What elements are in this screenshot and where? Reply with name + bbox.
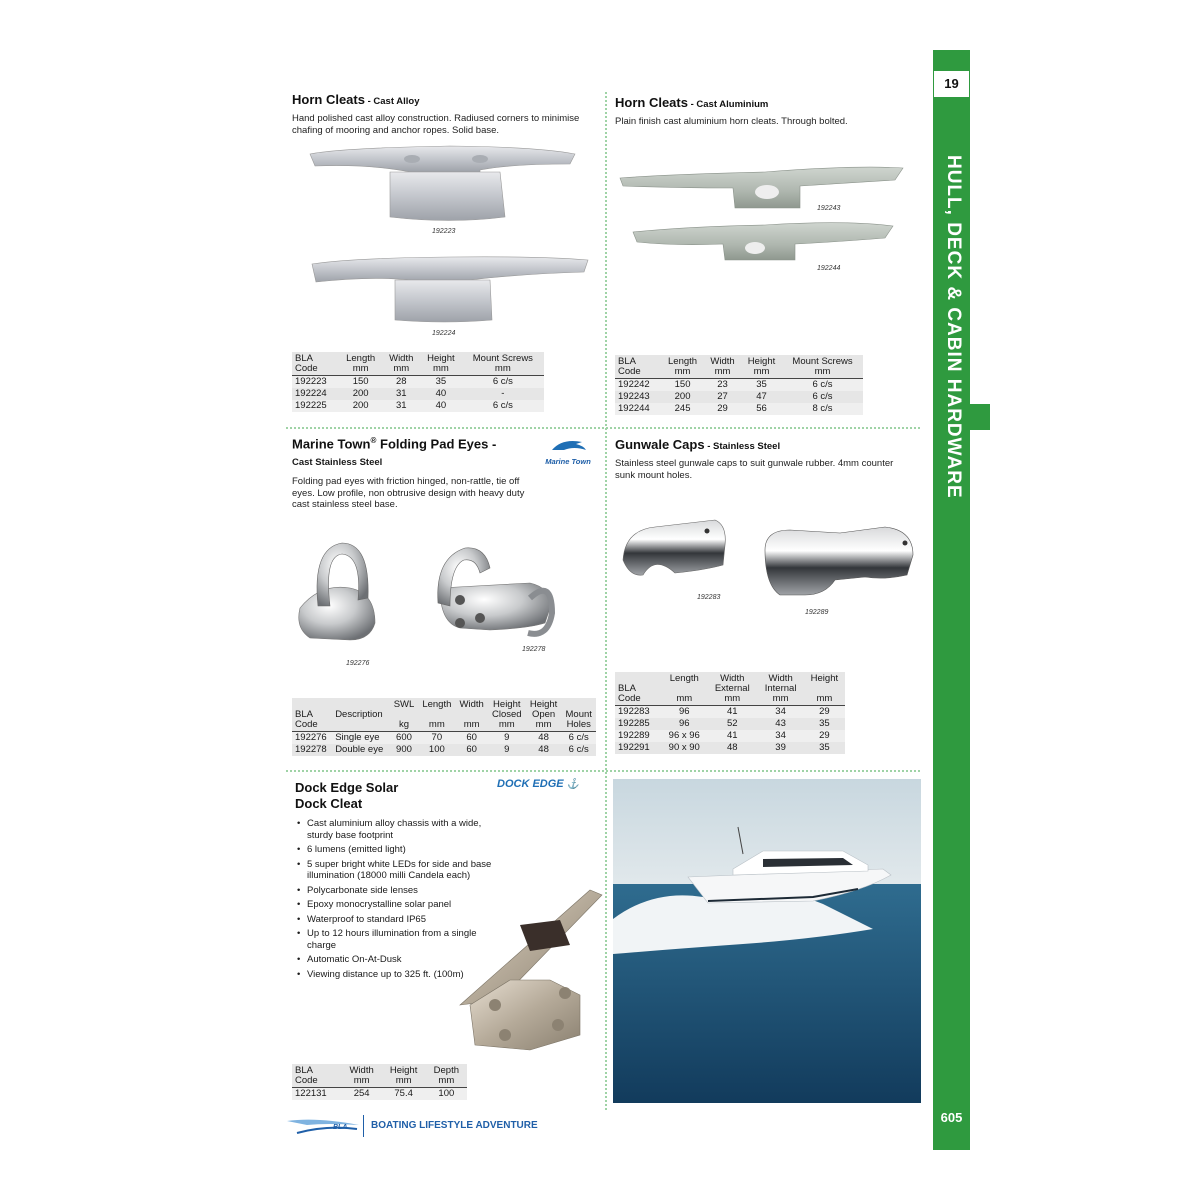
- section-divider: [286, 770, 920, 772]
- list-item: • Waterproof to standard IP65: [297, 914, 507, 926]
- section-heading: Dock Edge Solar Dock Cleat: [295, 780, 399, 811]
- table-row: 192243 200 27 47 6 c/s: [618, 391, 833, 402]
- table-row: 192291 90 x 90 48 39 35: [618, 742, 830, 753]
- section-description: Stainless steel gunwale caps to suit gunwale rubber. 4mm counter sunk mount holes.: [615, 458, 894, 481]
- table-row: 192283 96 41 34 29: [615, 706, 845, 719]
- list-item: • 6 lumens (emitted light): [297, 844, 507, 856]
- horn-cleat-aluminium-image: [615, 160, 915, 295]
- dock-edge-logo-mark-icon: ⚓: [566, 779, 580, 790]
- page-number-bottom: 605: [940, 1110, 963, 1125]
- spec-table-pad-eyes: BLA Code Description SWL kg Length mm Width mm Height Closed mm Height Open mm Mount Holes 192276 Single eye 600 70 60 9 48 6 c/s 192278 Double eye 900 100 60 9 48 6 c/s: [292, 698, 596, 756]
- page-number-top: 19: [933, 70, 970, 98]
- table-row: 192278 Double eye 900 100 60 9 48 6 c/s: [295, 744, 589, 755]
- dock-edge-logo: DOCK EDGE ⚓: [497, 778, 580, 790]
- solar-dock-cleat-image: [430, 885, 605, 1060]
- spec-table-gunwale-caps: BLA Code Length mm Width External mm Width Internal mm Height mm 192283 96 41 34 29 192285 96 52 43 35 192289 96 x 96 41 34 29 192291 90 x 90 48 39 35: [615, 672, 845, 754]
- image-code-label: 192223: [432, 228, 456, 235]
- section-heading: Horn Cleats - Cast Aluminium: [615, 95, 769, 110]
- spec-table-horn-aluminium: BLA Code Length mm Width mm Height mm Mount Screws mm 192242 150 23 35 6 c/s 192243 200 27 47 6 c/s 192244 245 29 56 8 c/s: [615, 355, 863, 415]
- footer-brand: [287, 1115, 547, 1137]
- list-item: • Automatic On-At-Dusk: [297, 954, 507, 966]
- list-item: • Viewing distance up to 325 ft. (100m): [297, 969, 507, 981]
- column-divider: [605, 92, 607, 1110]
- motor-yacht-photo: [613, 779, 921, 1103]
- pad-eye-image: [290, 528, 560, 658]
- section-title: HULL, DECK & CABIN HARDWARE: [943, 155, 964, 499]
- image-code-label: 192224: [432, 330, 456, 337]
- section-heading: Horn Cleats - Cast Alloy: [292, 92, 420, 107]
- section-heading: Marine Town® Folding Pad Eyes -: [292, 436, 497, 452]
- list-item: • 5 super bright white LEDs for side and base illumination (18000 milli Candela each): [297, 859, 507, 882]
- list-item: • Epoxy monocrystalline solar panel: [297, 899, 507, 911]
- section-heading: Gunwale Caps - Stainless Steel: [615, 437, 781, 452]
- table-row: 192244 245 29 56 8 c/s: [615, 403, 863, 415]
- image-code-label: 192289: [805, 609, 829, 616]
- section-description: Hand polished cast alloy construction. Radiused corners to minimise chafing of mooring and anchor ropes. Solid base.: [292, 113, 580, 136]
- image-code-label: 192276: [346, 660, 370, 667]
- section-description: Folding pad eyes with friction hinged, non-rattle, tie off eyes. Low profile, non obtrusive design with heavy duty cast stainless steel base.: [292, 476, 525, 510]
- section-tab-marker: [960, 404, 990, 430]
- table-row: 192276 Single eye 600 70 60 9 48 6 c/s: [292, 732, 596, 745]
- image-code-label: 192244: [817, 265, 841, 272]
- image-code-label: 192278: [522, 646, 546, 653]
- footer-divider: [363, 1115, 364, 1137]
- table-row: 192225 200 31 40 6 c/s: [292, 400, 544, 412]
- table-row: 192224 200 31 40 -: [295, 388, 505, 399]
- table-row: 122131 254 75.4 100: [292, 1088, 467, 1101]
- list-item: • Cast aluminium alloy chassis with a wide, sturdy base footprint: [297, 818, 507, 841]
- table-row: 192223 150 28 35 6 c/s: [292, 376, 544, 389]
- list-item: • Polycarbonate side lenses: [297, 885, 507, 897]
- section-description: Plain finish cast aluminium horn cleats. Through bolted.: [615, 116, 848, 127]
- image-code-label: 192243: [817, 205, 841, 212]
- spec-table-horn-alloy: BLA Code Length mm Width mm Height mm Mount Screws mm 192223 150 28 35 6 c/s 192224 200 31 40 - 192225 200 31 40 6 c/s: [292, 352, 544, 412]
- image-code-label: 192283: [697, 594, 721, 601]
- list-item: • Up to 12 hours illumination from a single charge: [297, 928, 507, 951]
- marine-town-logo: Marine Town: [538, 438, 598, 466]
- table-row: 192285 96 52 43 35: [618, 718, 830, 729]
- dolphin-icon: [548, 438, 588, 454]
- section-subtitle: Cast Stainless Steel: [292, 457, 383, 468]
- table-row: 192289 96 x 96 41 34 29: [615, 730, 845, 742]
- gunwale-cap-image: [615, 515, 915, 615]
- table-row: 192242 150 23 35 6 c/s: [615, 379, 863, 392]
- bla-logo-icon: [287, 1115, 362, 1137]
- section-divider: [286, 427, 920, 429]
- footer-tagline: BOATING LIFESTYLE ADVENTURE: [371, 1120, 538, 1131]
- bla-logo-text: BLA: [333, 1124, 348, 1131]
- spec-table-dock-cleat: BLA Code Width mm Height mm Depth mm 122131 254 75.4 100: [292, 1064, 467, 1100]
- horn-cleat-alloy-image: [300, 142, 590, 342]
